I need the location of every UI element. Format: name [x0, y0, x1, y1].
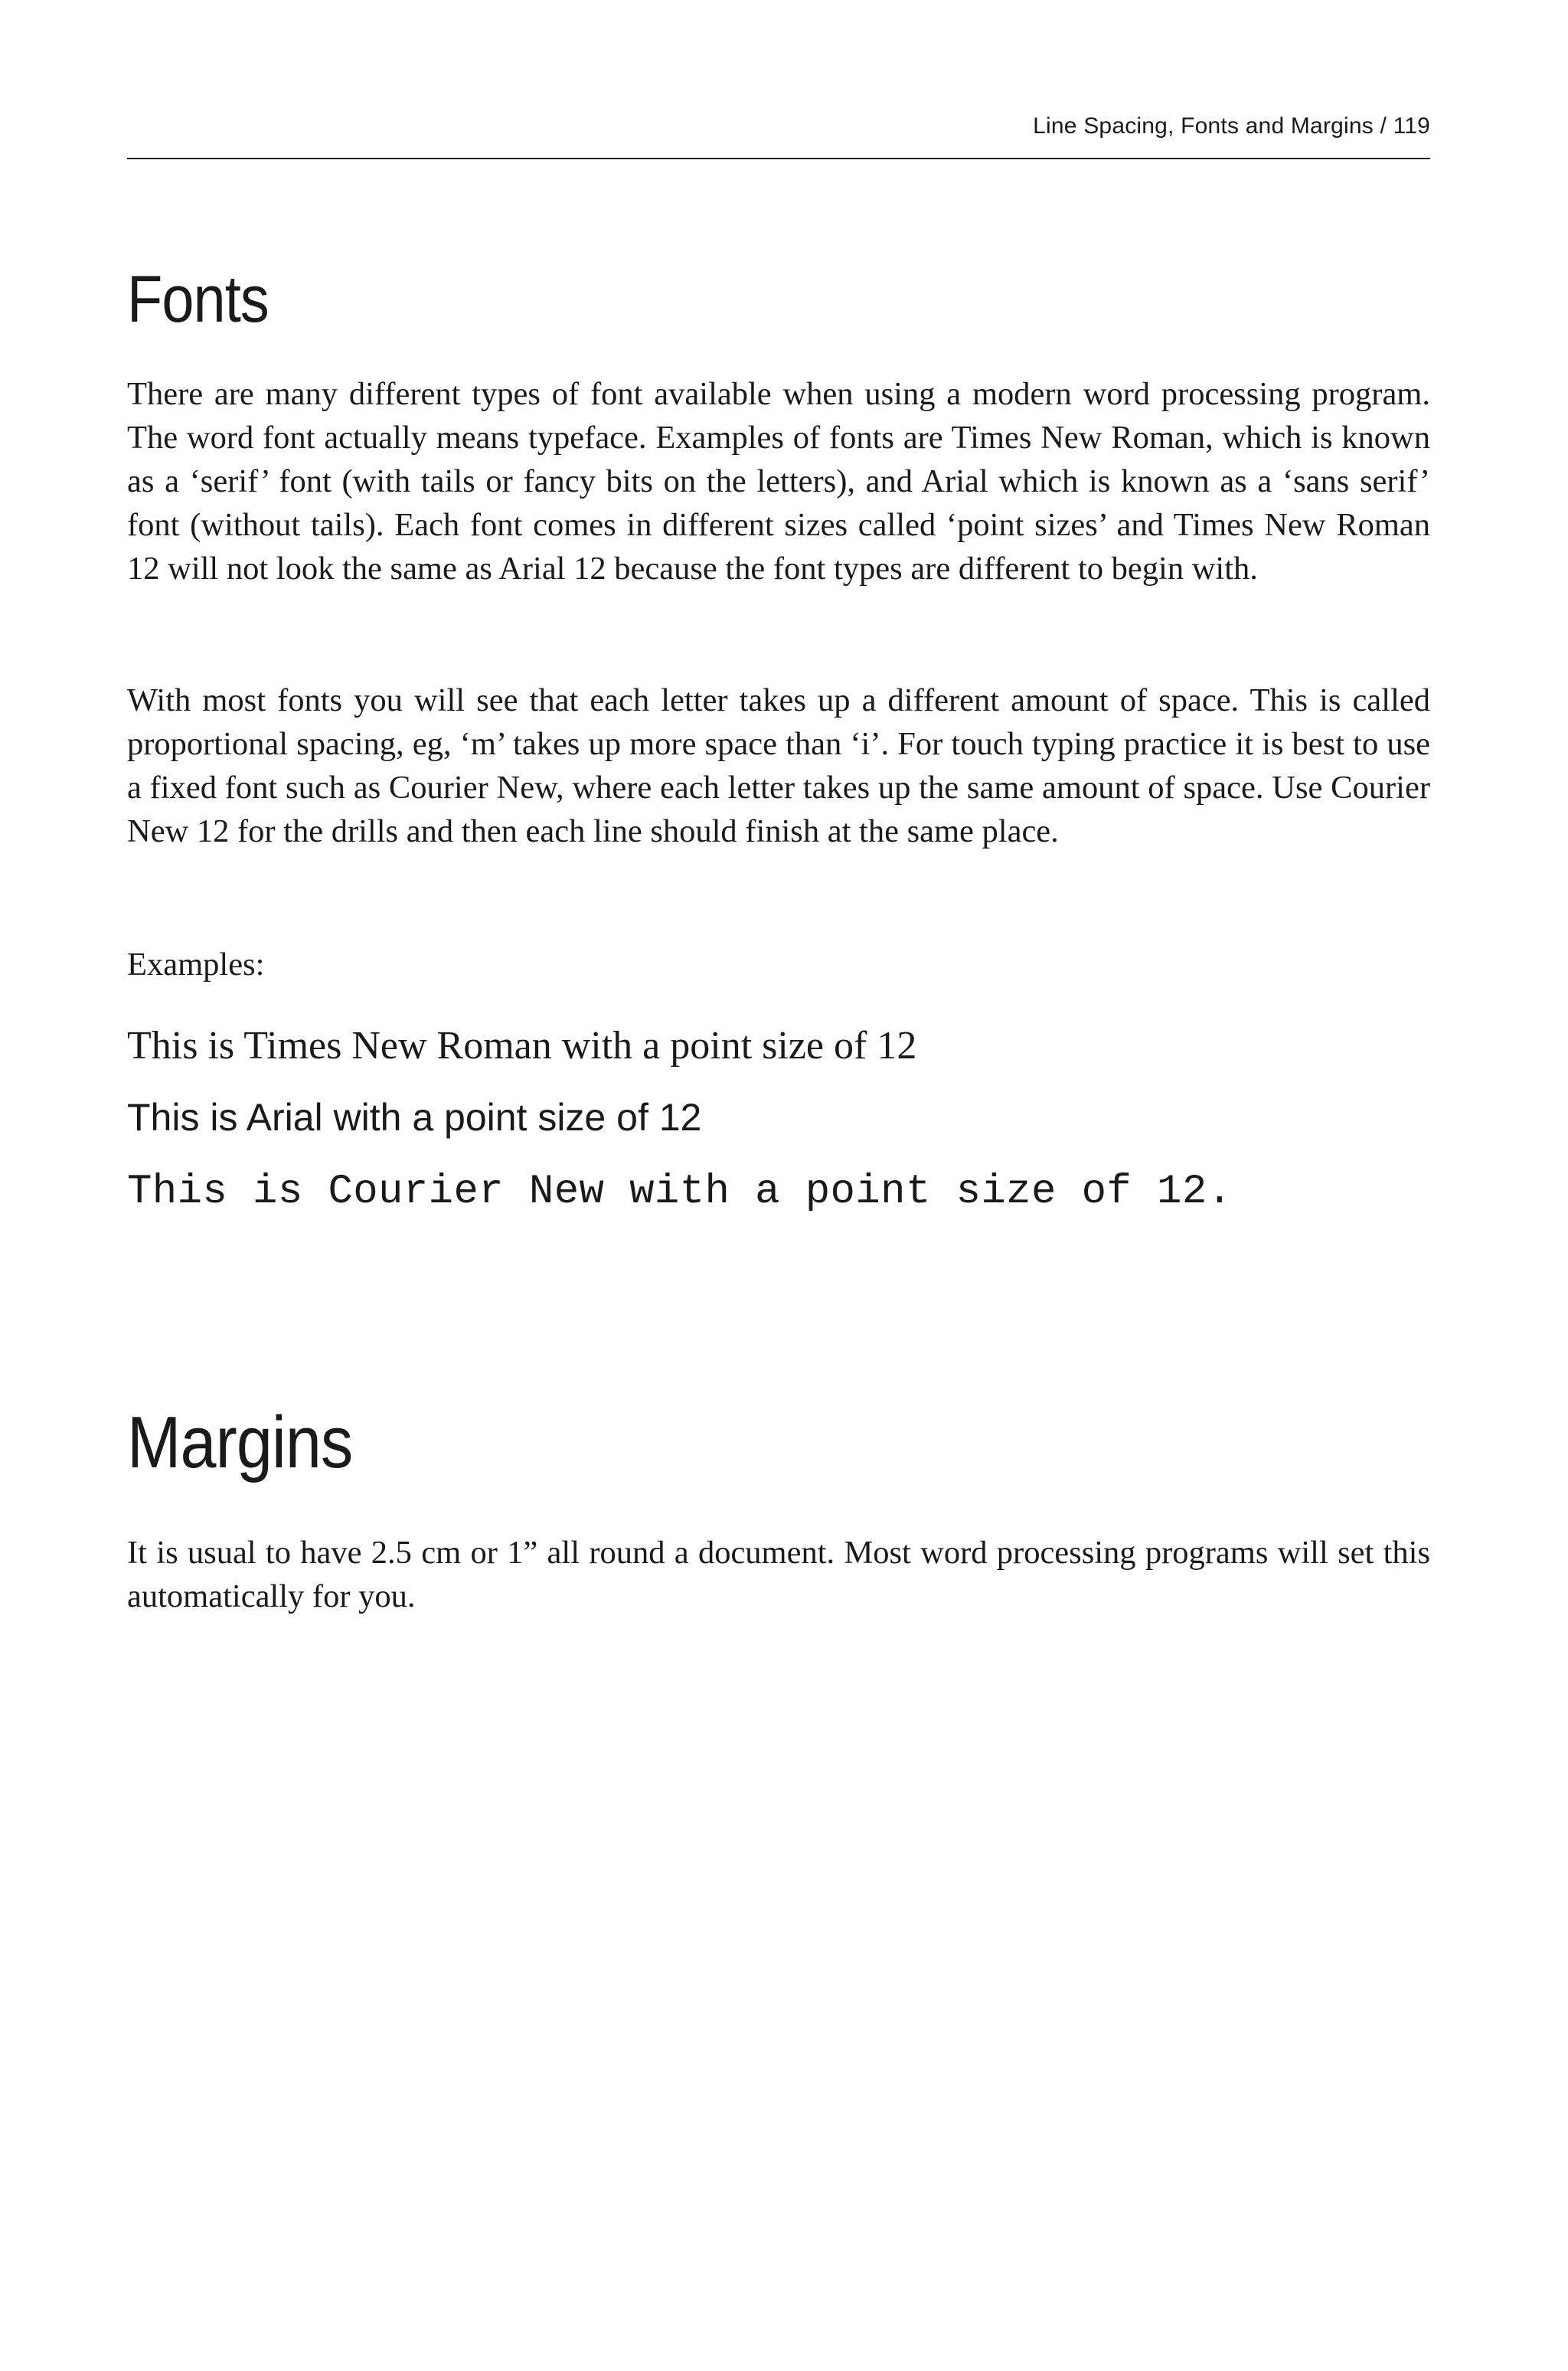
- paragraph-fonts-intro: There are many different types of font available when using a modern word processing program. The word font actually means typeface. Examples of fonts are Times New Roman, which is known as a ‘serif’ font (with tails or fancy bits on the letters), and Arial which is known as a ‘sans serif’ font (without tails). Each font comes in different sizes called ‘point sizes’ and Times New Roman 12 will not look the same as Arial 12 because the font types are different to begin with.: [127, 376, 1430, 587]
- example-times-new-roman: This is Times New Roman with a point size of 12: [127, 1024, 917, 1068]
- paragraph-proportional-spacing: With most fonts you will see that each letter takes up a different amount of space. This is called proportional spacing, eg, ‘m’ takes up more space than ‘i’. For touch typing practice it is best to use a fixed font such as Courier New, where each letter takes up the same amount of space. Use Courier New 12 for the drills and then each line should finish at the same place.: [127, 682, 1430, 849]
- example-courier-new: This is Courier New with a point size of 12.: [127, 1169, 1233, 1215]
- header-rule: [127, 158, 1430, 159]
- examples-label: Examples:: [127, 947, 265, 983]
- paragraph-margins: It is usual to have 2.5 cm or 1” all round a document. Most word processing programs will set this automatically for you.: [127, 1535, 1430, 1614]
- section-heading-fonts: Fonts: [127, 263, 269, 336]
- example-arial: This is Arial with a point size of 12: [127, 1096, 702, 1139]
- section-heading-margins: Margins: [127, 1401, 353, 1483]
- running-head: Line Spacing, Fonts and Margins / 119: [1033, 113, 1430, 139]
